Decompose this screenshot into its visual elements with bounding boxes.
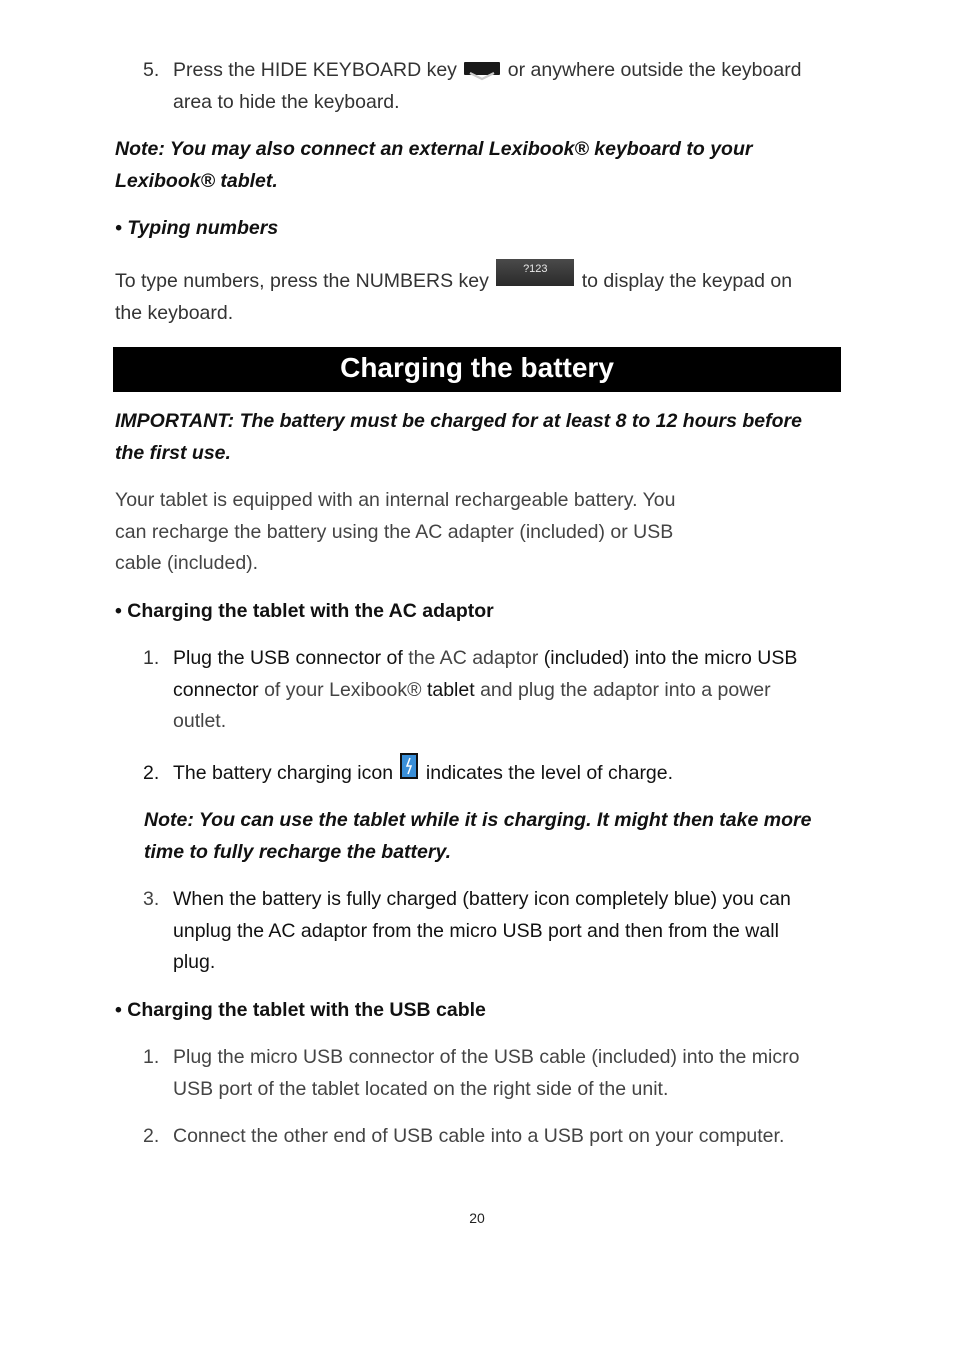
ac-step-1-text: (included) into the micro USB	[543, 647, 798, 669]
usb-step-1-line: USB port of the tablet located on the right side of the unit.	[173, 1077, 669, 1100]
usb-step-1	[0, 1042, 954, 1106]
usb-step-1-line: Plug the micro USB connector of the USB cable (included) into the micro	[173, 1046, 800, 1068]
step-number: 2.	[143, 1125, 160, 1147]
ac-step-3	[0, 884, 954, 980]
intro-line: cable (included).	[115, 552, 259, 574]
note-line-2: Lexibook® tablet.	[115, 169, 278, 192]
typing-line-2: the keyboard.	[115, 301, 234, 324]
step-number: 1.	[143, 1046, 160, 1068]
note-external-keyboard	[115, 134, 752, 197]
ac-step-2-text-cont: indicates the level of charge.	[425, 762, 674, 784]
ac-step-3-line: unplug the AC adaptor from the micro USB port and then from the wall	[173, 919, 779, 942]
intro-line: can recharge the battery using the AC adapter (included) or USB	[115, 520, 674, 543]
step-number: 1.	[143, 647, 160, 669]
note-line-1	[115, 134, 752, 166]
note-label: Note:	[115, 138, 165, 160]
step-5-text: Press the HIDE KEYBOARD key	[173, 59, 457, 81]
ac-step-1-line-2	[173, 675, 771, 707]
ac-step-2-text: The battery charging icon	[173, 762, 394, 784]
ac-step-2-line	[173, 758, 673, 790]
usb-step-2	[0, 1121, 954, 1153]
ac-step-1-text: Plug the USB connector of	[173, 647, 403, 669]
charging-note-line: time to fully recharge the battery.	[144, 840, 452, 863]
typing-text: To type numbers, press the NUMBERS key	[115, 270, 489, 292]
step-5-line-2: area to hide the keyboard.	[173, 90, 400, 113]
typing-text-cont: to display the keypad on	[581, 270, 793, 292]
intro-paragraph	[115, 485, 675, 580]
step-number: 5.	[143, 59, 160, 81]
hide-keyboard-key-icon	[464, 62, 500, 75]
ac-section-heading: • Charging the tablet with the AC adaptor	[115, 600, 494, 622]
ac-step-2	[0, 758, 954, 790]
ac-step-1	[0, 643, 954, 739]
page-number: 20	[469, 1210, 485, 1226]
ac-step-3-line: plug.	[173, 951, 216, 973]
ac-step-1-text: tablet	[426, 678, 475, 701]
important-note	[115, 406, 802, 469]
usb-section-heading: • Charging the tablet with the USB cable	[115, 999, 486, 1021]
step-number: 3.	[143, 888, 160, 910]
battery-charging-icon	[400, 753, 418, 779]
important-line-1	[115, 406, 802, 438]
note-text: You may also connect an external Lexibook® keyboard to your	[169, 138, 753, 160]
ac-step-1-text: and plug the adaptor into a power	[480, 678, 771, 701]
typing-numbers-paragraph	[115, 263, 793, 329]
ac-step-1-line-1	[173, 643, 797, 675]
ac-step-3-line: When the battery is fully charged (battery icon completely blue) you can	[173, 888, 791, 910]
charging-note	[144, 805, 811, 868]
typing-line-1	[115, 263, 793, 298]
charging-note-line: Note: You can use the tablet while it is charging. It might then take more	[144, 809, 812, 831]
step-number: 2.	[143, 762, 160, 784]
important-line-2: the first use.	[115, 441, 231, 464]
ac-step-1-text: of your Lexibook®	[264, 678, 422, 701]
ac-step-1-text: the AC adaptor	[408, 647, 539, 669]
intro-line: Your tablet is equipped with an internal rechargeable battery. You	[115, 489, 676, 511]
typing-numbers-heading: • Typing numbers	[115, 217, 279, 239]
step-5-text-cont: or anywhere outside the keyboard	[507, 59, 802, 81]
ac-step-1-text: connector	[173, 678, 259, 701]
ac-step-1-line-3: outlet.	[173, 710, 227, 732]
numbers-key-icon: ?123	[496, 259, 574, 286]
important-label: IMPORTANT:	[115, 410, 235, 432]
important-text: The battery must be charged for at least 8 to 12 hours before	[239, 410, 802, 432]
section-title-banner: Charging the battery	[113, 347, 841, 392]
usb-step-2-line: Connect the other end of USB cable into a USB port on your computer.	[173, 1125, 785, 1147]
step-5-line-1	[173, 55, 802, 87]
step-5	[0, 55, 954, 119]
